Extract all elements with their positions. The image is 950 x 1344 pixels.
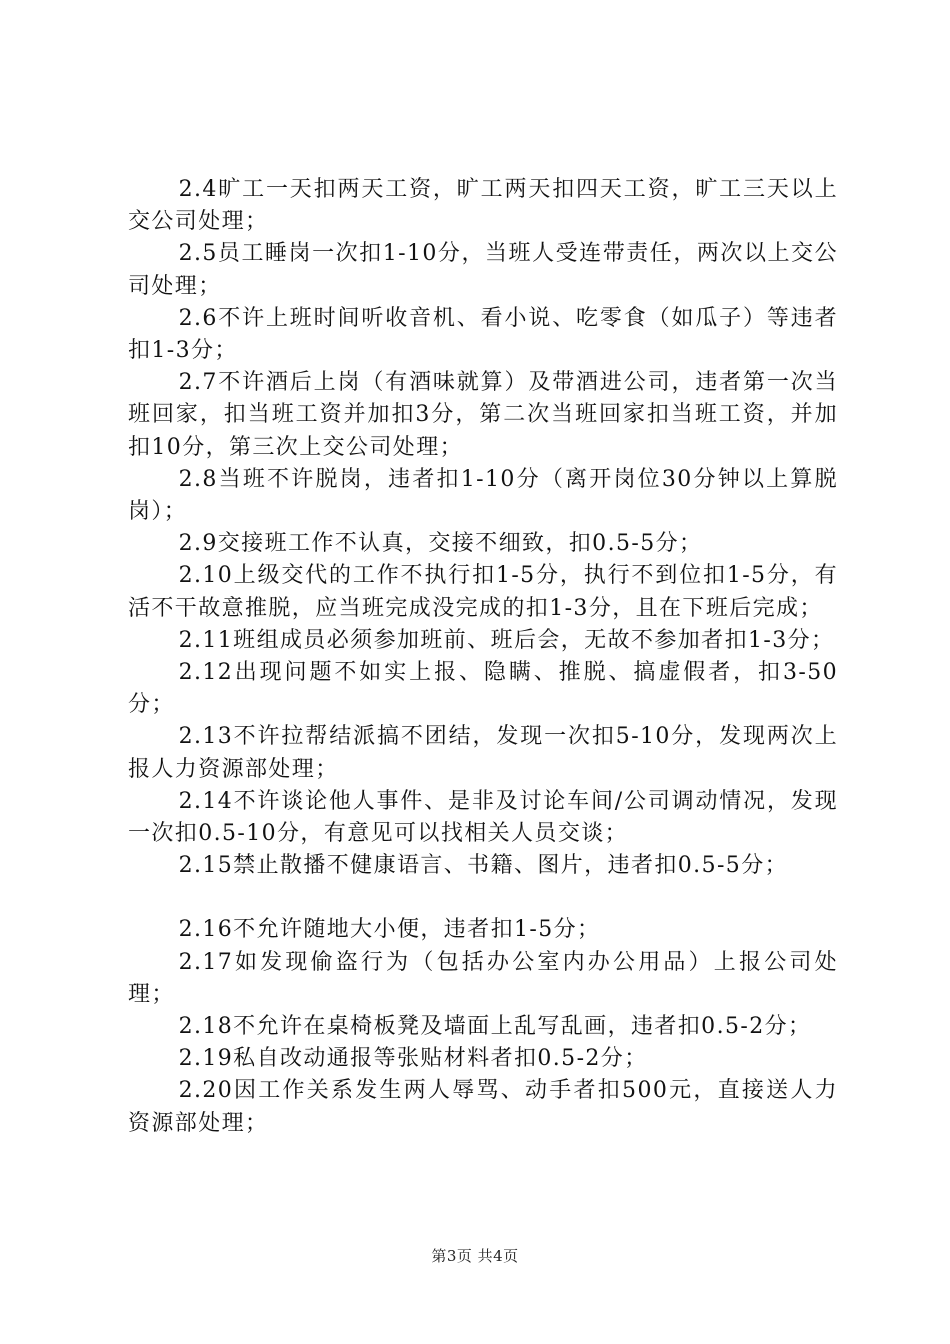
clause-2-11: 2.11班组成员必须参加班前、班后会，无故不参加者扣1-3分； xyxy=(178,627,835,653)
clause-2-5: 2.5员工睡岗一次扣1-10分，当班人受连带责任，两次以上交公司处理； xyxy=(128,241,838,299)
clause-2-4: 2.4旷工一天扣两天工资，旷工两天扣四天工资，旷工三天以上交公司处理； xyxy=(128,177,838,235)
clause-2-14: 2.14不许谈论他人事件、是非及讨论车间/公司调动情况，发现一次扣0.5-10分，有意见可以找相关人员交谈； xyxy=(128,788,838,847)
clause-2-6: 2.6不许上班时间听收音机、看小说、吃零食（如瓜子）等违者扣1-3分； xyxy=(128,305,838,364)
clause-2-7: 2.7不许酒后上岗（有酒味就算）及带酒进公司，违者第一次当班回家，扣当班工资并加扣3分，第二次当班回家扣当班工资，并加扣10分，第三次上交公司处理； xyxy=(128,370,838,460)
clause-2-9: 2.9交接班工作不认真，交接不细致，扣0.5-5分； xyxy=(178,531,703,557)
clause-2-13: 2.13不许拉帮结派搞不团结，发现一次扣5-10分，发现两次上报人力资源部处理； xyxy=(128,724,838,782)
clause-2-10: 2.10上级交代的工作不执行扣1-5分，执行不到位扣1-5分，有活不干故意推脱，应当班完成没完成的扣1-3分，且在下班后完成； xyxy=(128,563,838,621)
clause-2-15: 2.15禁止散播不健康语言、书籍、图片，违者扣0.5-5分； xyxy=(178,853,788,879)
clause-2-18: 2.18不允许在桌椅板凳及墙面上乱写乱画，违者扣0.5-2分； xyxy=(178,1014,812,1040)
clause-2-8: 2.8当班不许脱岗，违者扣1-10分（离开岗位30分钟以上算脱岗）； xyxy=(128,466,838,525)
clause-2-12: 2.12出现问题不如实上报、隐瞒、推脱、搞虚假者，扣3-50分； xyxy=(128,660,838,718)
document-body xyxy=(128,174,838,1140)
clause-2-19: 2.19私自改动通报等张贴材料者扣0.5-2分； xyxy=(178,1046,648,1072)
clause-2-16: 2.16不允许随地大小便，违者扣1-5分； xyxy=(178,917,601,943)
clause-2-17: 2.17如发现偷盗行为（包括办公室内办公用品）上报公司处理； xyxy=(128,949,838,1007)
clause-2-20: 2.20因工作关系发生两人辱骂、动手者扣500元，直接送人力资源部处理； xyxy=(128,1078,838,1136)
page-footer: 第3页 共4页 xyxy=(431,1247,519,1265)
